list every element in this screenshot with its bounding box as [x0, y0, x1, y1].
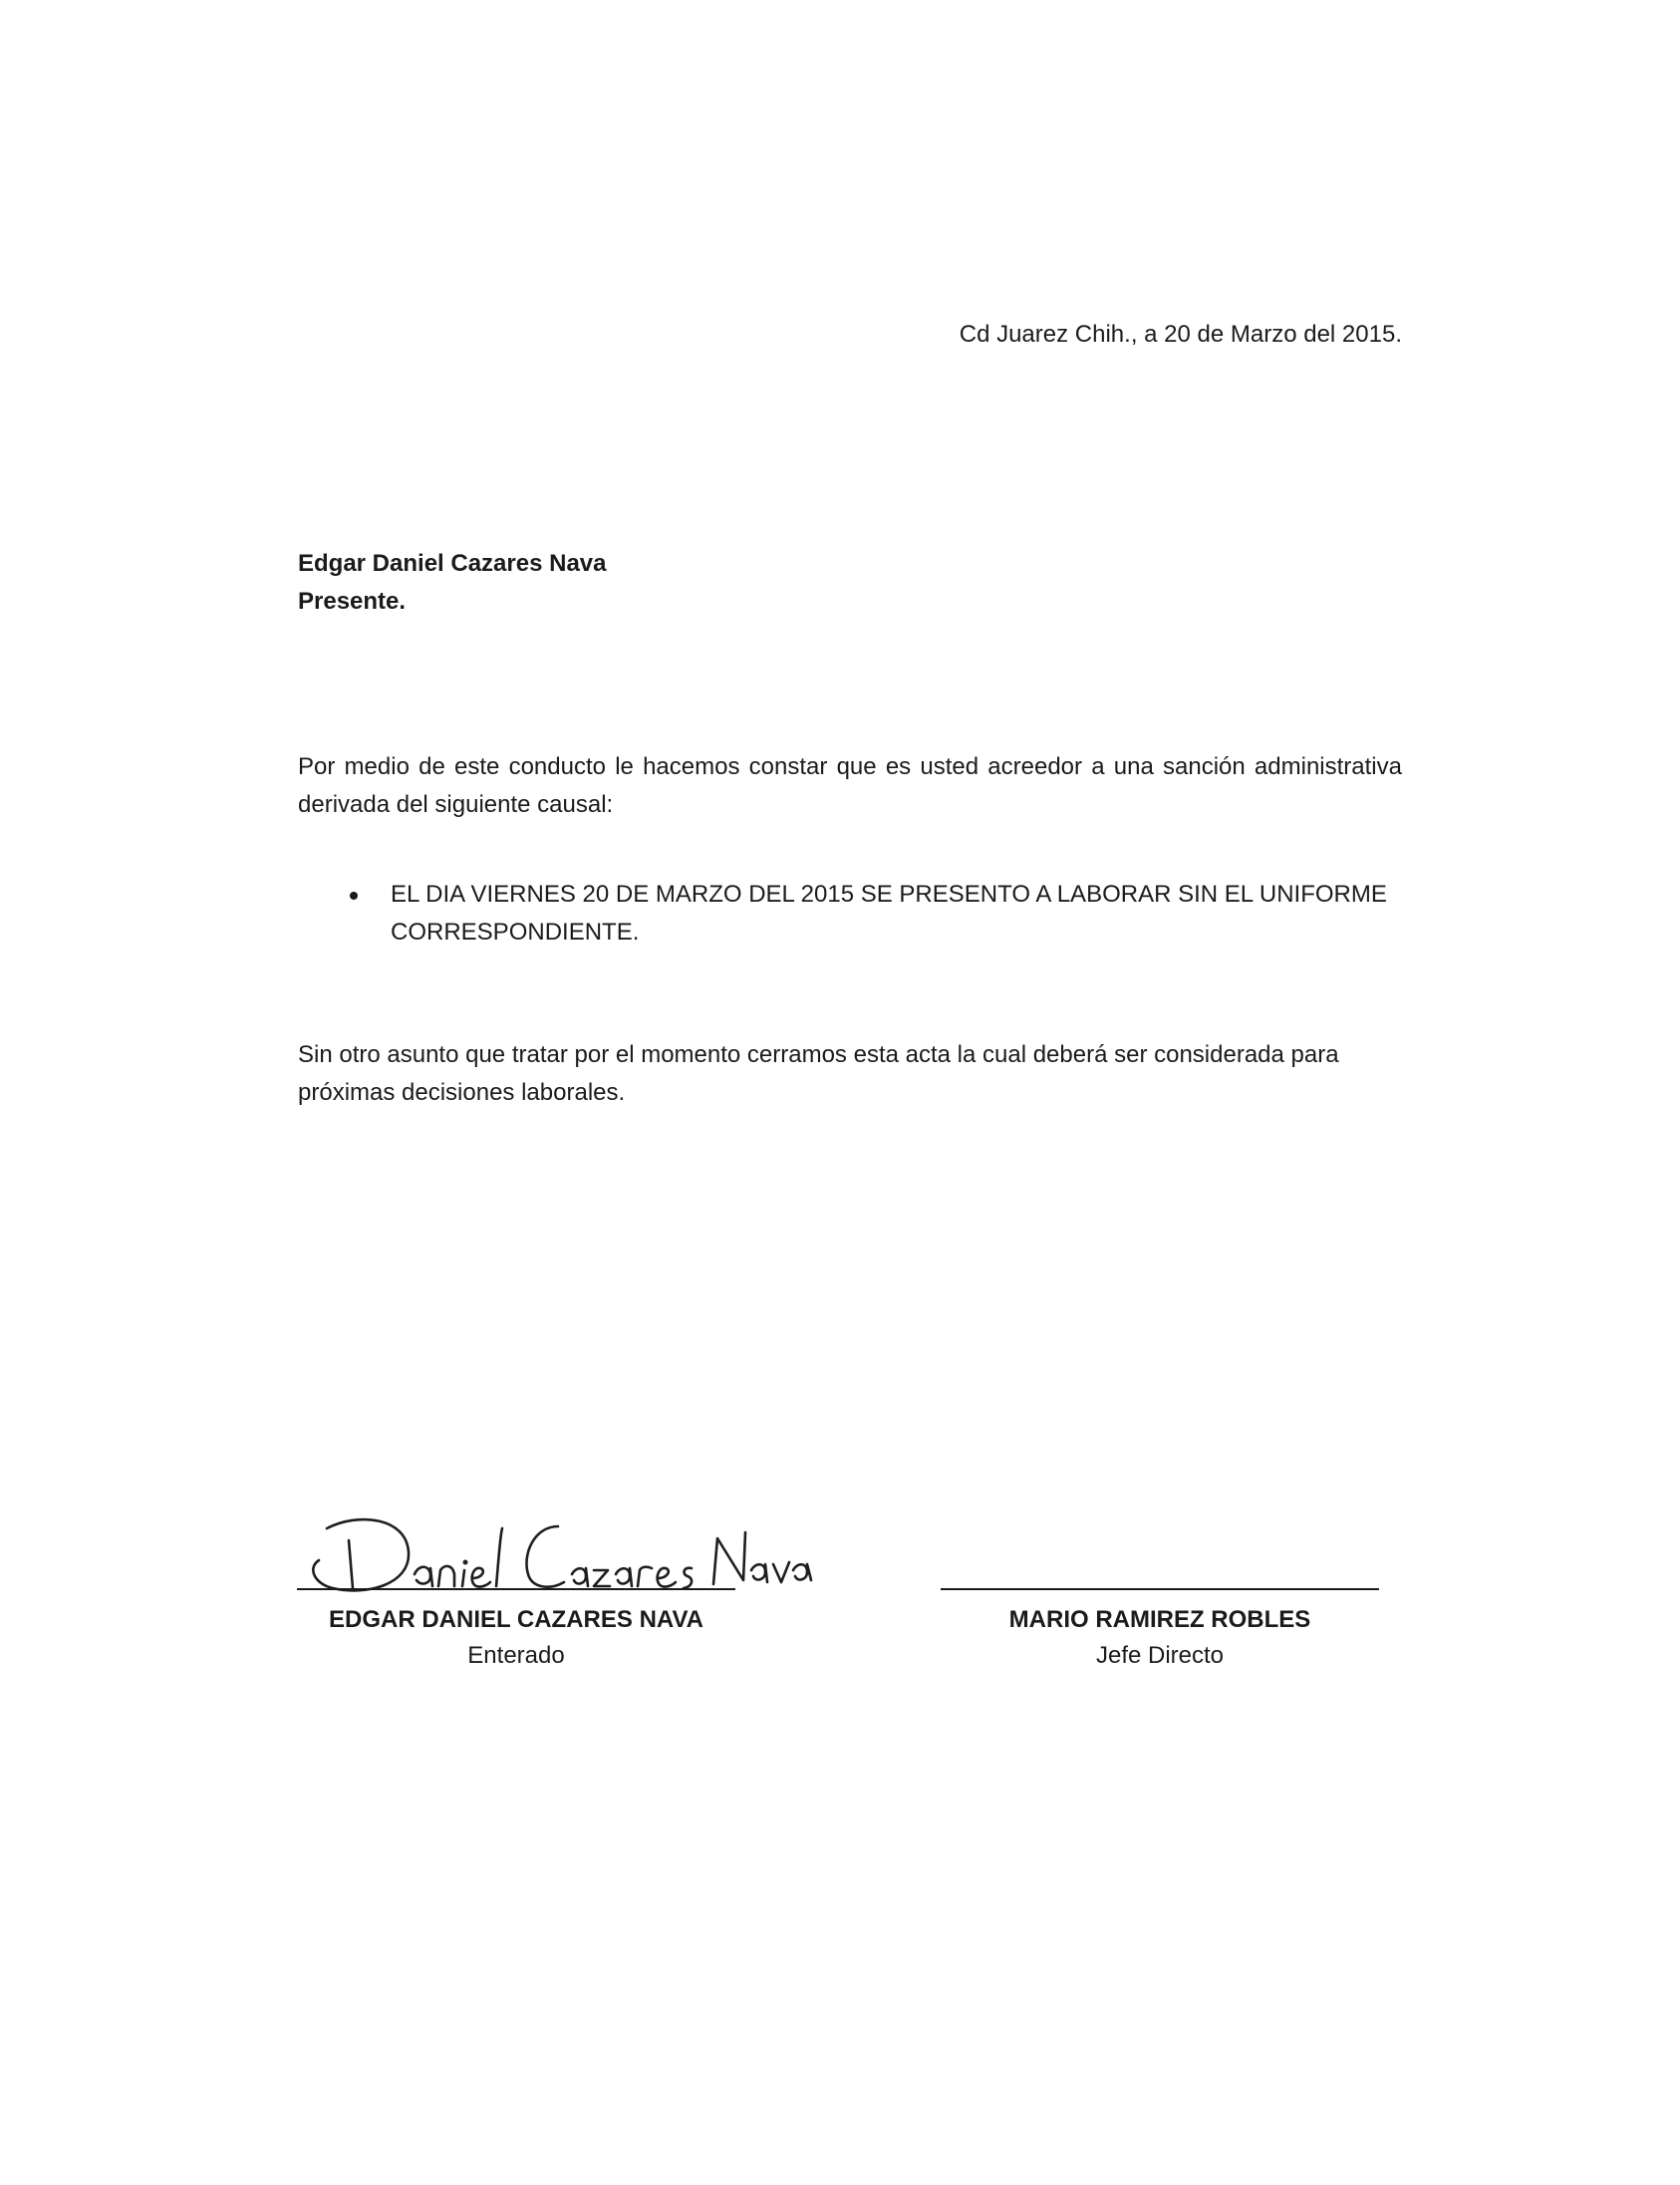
addressee-name: Edgar Daniel Cazares Nava — [298, 550, 607, 577]
employee-name: EDGAR DANIEL CAZARES NAVA — [328, 1606, 704, 1633]
supervisor-signature-line — [941, 1588, 1379, 1590]
employee-signature-block — [297, 1504, 735, 1674]
employee-signature-line — [297, 1588, 735, 1590]
bullet-icon — [350, 892, 358, 900]
closing-paragraph: Sin otro asunto que tratar por el momento cerramos esta acta la cual deberá ser considerada para próximas decisiones laborales. — [298, 1041, 1339, 1106]
supervisor-signature-area — [941, 1504, 1379, 1590]
handwritten-signature — [297, 1504, 855, 1596]
supervisor-name: MARIO RAMIREZ ROBLES — [1008, 1606, 1311, 1633]
intro-paragraph: Por medio de este conducto le hacemos constar que es usted acreedor a una sanción administrativa derivada del siguiente causal: — [298, 753, 1402, 818]
employee-role: Enterado — [467, 1642, 565, 1669]
supervisor-signature-block — [941, 1504, 1379, 1674]
cause-item — [298, 876, 1402, 952]
employee-signature-area — [297, 1504, 735, 1590]
addressee-greeting: Presente. — [298, 588, 407, 615]
cause-list — [298, 876, 1402, 952]
supervisor-role: Jefe Directo — [1095, 1642, 1225, 1669]
addressee-block — [298, 545, 606, 621]
date-line: Cd Juarez Chih., a 20 de Marzo del 2015. — [959, 321, 1402, 348]
cause-text: EL DIA VIERNES 20 DE MARZO DEL 2015 SE PRESENTO A LABORAR SIN EL UNIFORME CORRESPONDIENTE. — [391, 881, 1387, 946]
